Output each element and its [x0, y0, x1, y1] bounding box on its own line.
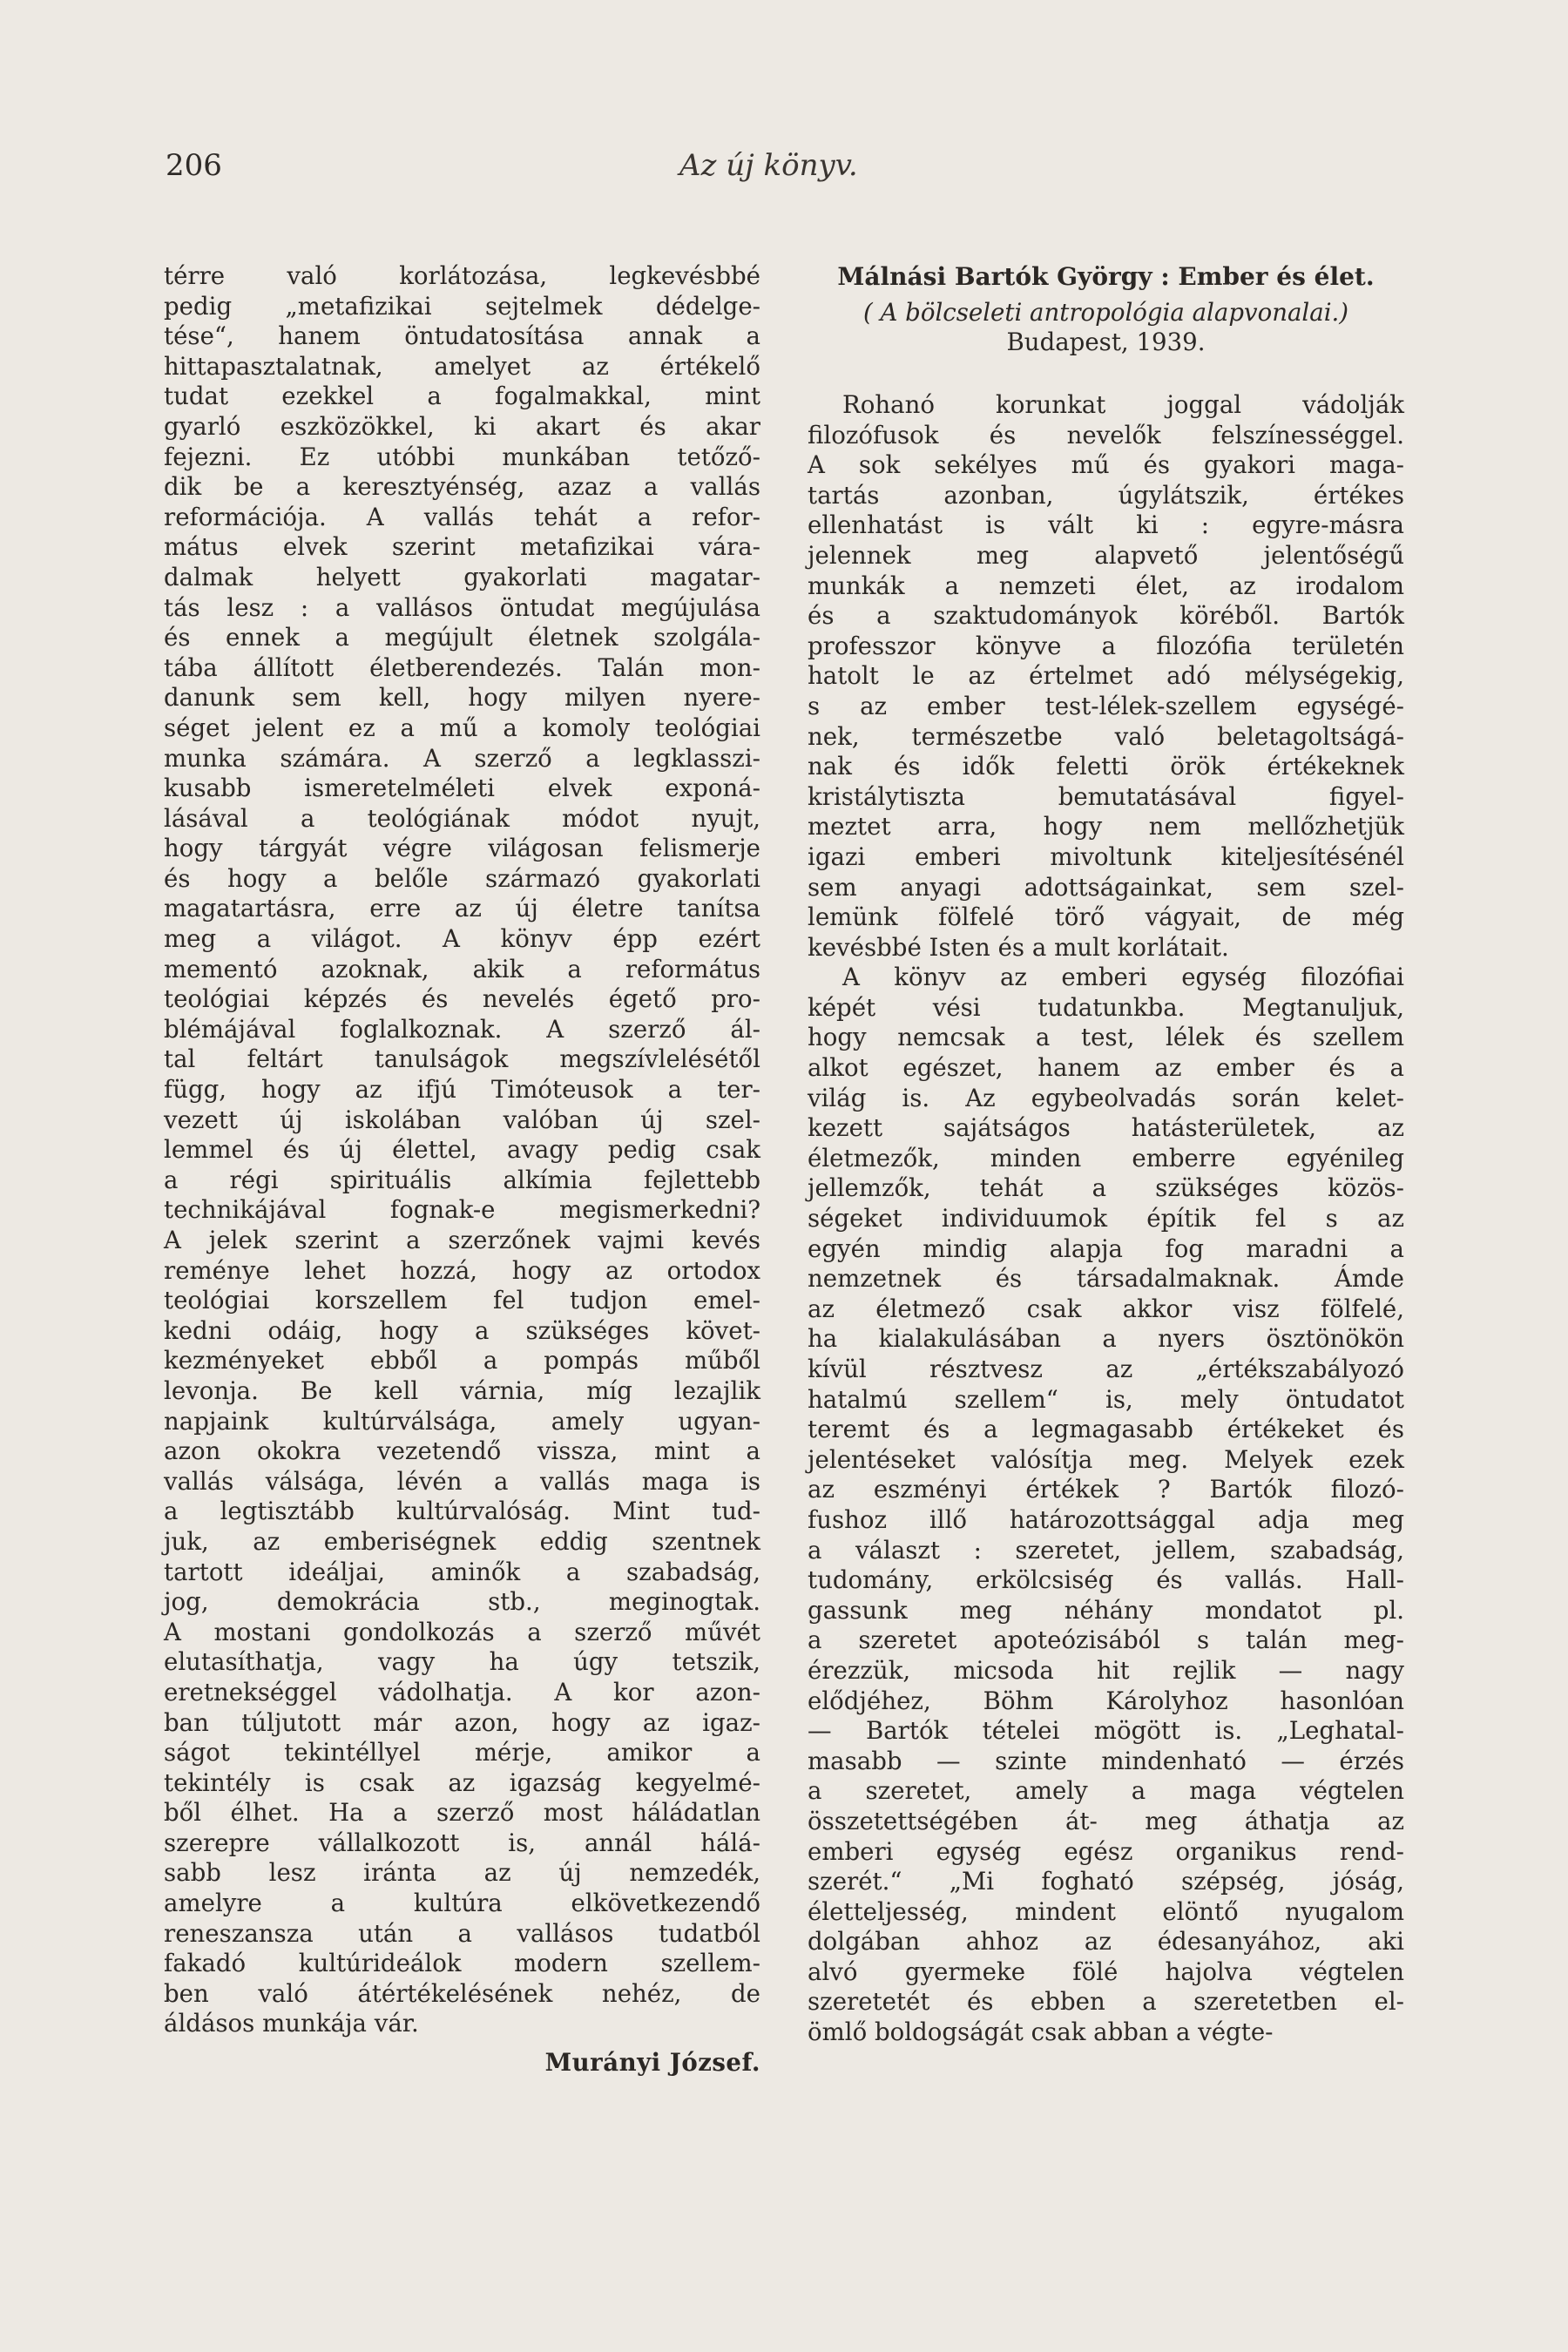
text-line: térre való korlátozása, legkevésbbé: [164, 261, 760, 290]
text-line: alvó gyermeke fölé hajolva végtelen: [808, 1957, 1404, 1986]
text-line: alkot egészet, hanem az ember és a: [808, 1053, 1404, 1083]
review-heading: Málnási Bartók György : Ember és élet.: [837, 262, 1375, 291]
text-line: életmezők, minden emberre egyénileg: [808, 1143, 1404, 1173]
text-line: és a szaktudományok köréből. Bartók: [808, 601, 1404, 631]
text-line: ban túljutott már azon, hogy az igaz-: [164, 1707, 760, 1737]
text-line: A sok sekélyes mű és gyakori maga-: [808, 450, 1404, 480]
text-line: kedni odáig, hogy a szükséges követ-: [164, 1315, 760, 1345]
text-line: a szeretet apoteózisából s talán meg-: [808, 1625, 1404, 1655]
text-line: reneszansza után a vallásos tudatból: [164, 1918, 760, 1948]
text-line: a választ : szeretet, jellem, szabadság,: [808, 1535, 1404, 1565]
text-line: munka számára. A szerző a legklasszi-: [164, 743, 760, 773]
right-column: [808, 261, 1404, 2048]
text-line: kusabb ismeretelméleti elvek exponá-: [164, 774, 760, 803]
text-line: tartás azonban, úgylátszik, értékes: [808, 480, 1404, 510]
text-line: vallás válsága, lévén a vallás maga is: [164, 1466, 760, 1496]
text-line: ségeket individuumok építik fel s az: [808, 1204, 1404, 1233]
text-line: ha kialakulásában a nyers ösztönökön: [808, 1324, 1404, 1354]
text-line: lásával a teológiának módot nyujt,: [164, 803, 760, 833]
text-line: technikájával fognak-e megismerkedni?: [164, 1195, 760, 1225]
text-line: fakadó kultúrideálok modern szellem-: [164, 1949, 760, 1978]
text-line: teremt és a legmagasabb értékeket és: [808, 1415, 1404, 1444]
text-line: napjaink kultúrválsága, amely ugyan-: [164, 1406, 760, 1436]
text-line: mementó azoknak, akik a református: [164, 954, 760, 983]
text-line: sabb lesz iránta az új nemzedék,: [164, 1858, 760, 1888]
text-line: tudomány, erkölcsiség és vallás. Hall-: [808, 1565, 1404, 1595]
text-line: igazi emberi mivoltunk kiteljesítésénél: [808, 841, 1404, 871]
text-line: fushoz illő határozottsággal adja meg: [808, 1504, 1404, 1534]
text-line: dolgában ahhoz az édesanyához, aki: [808, 1927, 1404, 1957]
text-line: ömlő boldogságát csak abban a végte-: [808, 2017, 1274, 2047]
reviewer-signature: Murányi József.: [544, 2048, 760, 2078]
text-line: és hogy a belőle származó gyakorlati: [164, 863, 760, 893]
text-line: egyén mindig alapja fog maradni a: [808, 1233, 1404, 1263]
text-line: meztet arra, hogy nem mellőzhetjük: [808, 812, 1404, 841]
text-line: világ is. Az egybeolvadás során kelet-: [808, 1083, 1404, 1112]
text-line: képét vési tudatunkba. Megtanuljuk,: [808, 992, 1404, 1022]
text-line: teológiai képzés és nevelés égető pro-: [164, 984, 760, 1014]
text-line: kívül résztvesz az „értékszabályozó: [808, 1355, 1404, 1383]
text-line: A jelek szerint a szerzőnek vajmi kevés: [164, 1226, 760, 1254]
text-line: teológiai korszellem fel tudjon emel-: [164, 1286, 760, 1315]
text-line: amelyre a kultúra elkövetkezendő: [164, 1889, 760, 1918]
text-line: tal feltárt tanulságok megszívlelésétől: [164, 1044, 760, 1074]
page-number: 206: [166, 148, 222, 183]
text-line: A könyv az emberi egység filozófiai: [842, 963, 1404, 992]
text-line: nemzetnek és társadalmaknak. Ámde: [808, 1264, 1404, 1294]
text-line: filozófusok és nevelők felszínességgel.: [808, 420, 1404, 449]
text-line: danunk sem kell, hogy milyen nyere-: [164, 683, 760, 713]
text-line: jellemzők, tehát a szükséges közös-: [808, 1173, 1404, 1203]
text-line: professzor könyve a filozófia területén: [808, 631, 1404, 660]
text-line: jelentéseket valósítja meg. Melyek ezek: [808, 1444, 1404, 1474]
text-line: az életmező csak akkor visz fölfelé,: [808, 1294, 1404, 1323]
text-line: ságot tekintéllyel mérje, amikor a: [164, 1738, 760, 1767]
text-line: függ, hogy az ifjú Timóteusok a ter-: [164, 1075, 760, 1105]
text-line: hittapasztalatnak, amelyet az értékelő: [164, 351, 760, 381]
text-line: életteljesség, mindent elöntő nyugalom: [808, 1896, 1404, 1926]
left-column: [164, 261, 760, 2078]
text-line: dalmak helyett gyakorlati magatar-: [164, 562, 760, 591]
text-line: hogy tárgyát végre világosan felismerje: [164, 834, 760, 863]
text-line: és ennek a megújult életnek szolgála-: [164, 623, 760, 652]
text-line: tás lesz : a vallásos öntudat megújulása: [164, 592, 760, 622]
text-line: sem anyagi adottságainkat, sem szel-: [808, 872, 1404, 902]
text-line: levonja. Be kell várnia, míg lezajlik: [164, 1375, 760, 1405]
text-line: ből élhet. Ha a szerző most háládatlan: [164, 1798, 760, 1828]
text-line: nak és idők feletti örök értékeknek: [808, 752, 1404, 781]
text-line: azon okokra vezetendő vissza, mint a: [164, 1436, 760, 1466]
text-line: kezményeket ebből a pompás műből: [164, 1346, 760, 1375]
text-line: reménye lehet hozzá, hogy az ortodox: [164, 1255, 760, 1285]
running-head: [166, 148, 1402, 192]
text-line: tudat ezekkel a fogalmakkal, mint: [164, 382, 760, 411]
text-line: hogy nemcsak a test, lélek és szellem: [808, 1023, 1404, 1052]
text-line: gassunk meg néhány mondatot pl.: [808, 1595, 1404, 1625]
text-line: a legtisztább kultúrvalóság. Mint tud-: [164, 1497, 760, 1526]
text-line: hatolt le az értelmet adó mélységekig,: [808, 661, 1404, 691]
review-subtitle: ( A bölcseleti antropológia alapvonalai.): [862, 298, 1349, 327]
text-line: kevésbbé Isten és a mult korlátait.: [808, 932, 1229, 962]
text-line: tartott ideáljai, aminők a szabadság,: [164, 1557, 760, 1586]
text-line: — Bartók tételei mögött is. „Leghatal-: [808, 1716, 1404, 1746]
text-line: áldásos munkája vár.: [164, 2009, 419, 2038]
text-line: juk, az emberiségnek eddig szentnek: [164, 1526, 760, 1556]
text-line: reformációja. A vallás tehát a refor-: [164, 502, 760, 531]
text-line: Rohanó korunkat joggal vádolják: [842, 390, 1404, 419]
text-line: szeretetét és ebben a szeretetben el-: [808, 1987, 1404, 2017]
text-line: elutasíthatja, vagy ha úgy tetszik,: [164, 1647, 760, 1677]
text-line: ellenhatást is vált ki : egyre-másra: [808, 510, 1404, 540]
text-line: jelennek meg alapvető jelentőségű: [808, 540, 1404, 570]
text-line: szerét.“ „Mi fogható szépség, jóság,: [808, 1867, 1404, 1896]
text-line: elődjéhez, Böhm Károlyhoz hasonlóan: [808, 1686, 1404, 1715]
text-line: gyarló eszközökkel, ki akart és akar: [164, 411, 760, 441]
text-line: kezett sajátságos hatásterületek, az: [808, 1113, 1404, 1143]
text-line: séget jelent ez a mű a komoly teológiai: [164, 713, 760, 742]
review-place: Budapest, 1939.: [1006, 328, 1206, 356]
text-line: emberi egység egész organikus rend-: [808, 1836, 1404, 1866]
text-line: blémájával foglalkoznak. A szerző ál-: [164, 1014, 760, 1044]
text-line: dik be a keresztyénség, azaz a vallás: [164, 472, 760, 502]
text-line: vezett új iskolában valóban új szel-: [164, 1105, 760, 1134]
text-line: kristálytiszta bemutatásával figyel-: [808, 781, 1404, 811]
text-line: munkák a nemzeti élet, az irodalom: [808, 571, 1404, 600]
text-line: a régi spirituális alkímia fejlettebb: [164, 1165, 760, 1194]
text-line: jog, demokrácia stb., meginogtak.: [164, 1587, 760, 1617]
text-line: tése“, hanem öntudatosítása annak a: [164, 321, 760, 351]
review-paragraph-2: [808, 963, 1404, 2047]
text-line: meg a világot. A könyv épp ezért: [164, 924, 760, 954]
text-line: s az ember test-lélek-szellem egységé-: [808, 691, 1404, 720]
text-line: masabb — szinte mindenható — érzés: [808, 1746, 1404, 1775]
text-line: mátus elvek szerint metafizikai vára-: [164, 532, 760, 562]
text-line: pedig „metafizikai sejtelmek dédelge-: [164, 291, 760, 321]
text-line: eretnekséggel vádolhatja. A kor azon-: [164, 1677, 760, 1707]
text-line: lemünk fölfelé törő vágyait, de még: [808, 902, 1404, 932]
text-line: tába állított életberendezés. Talán mon-: [164, 652, 760, 682]
text-line: tekintély is csak az igazság kegyelmé-: [164, 1767, 760, 1797]
text-line: a szeretet, amely a maga végtelen: [808, 1776, 1404, 1806]
text-line: összetettségében át- meg áthatja az: [808, 1806, 1404, 1835]
review-paragraph-1: [808, 390, 1404, 963]
text-line: hatalmú szellem“ is, mely öntudatot: [808, 1384, 1404, 1414]
text-line: érezzük, micsoda hit rejlik — nagy: [808, 1655, 1404, 1685]
text-line: magatartásra, erre az új életre tanítsa: [164, 894, 760, 923]
running-title: Az új könyv.: [679, 148, 858, 183]
text-line: A mostani gondolkozás a szerző művét: [164, 1617, 760, 1646]
left-paragraph: [164, 261, 760, 2039]
text-line: az eszményi értékek ? Bartók filozó-: [808, 1475, 1404, 1504]
text-line: fejezni. Ez utóbbi munkában tetőző-: [164, 442, 760, 471]
text-line: ben való átértékelésének nehéz, de: [164, 1978, 760, 2008]
text-line: szerepre vállalkozott is, annál hálá-: [164, 1828, 760, 1857]
text-line: nek, természetbe való beletagoltságá-: [808, 721, 1404, 751]
text-line: lemmel és új élettel, avagy pedig csak: [164, 1135, 760, 1165]
